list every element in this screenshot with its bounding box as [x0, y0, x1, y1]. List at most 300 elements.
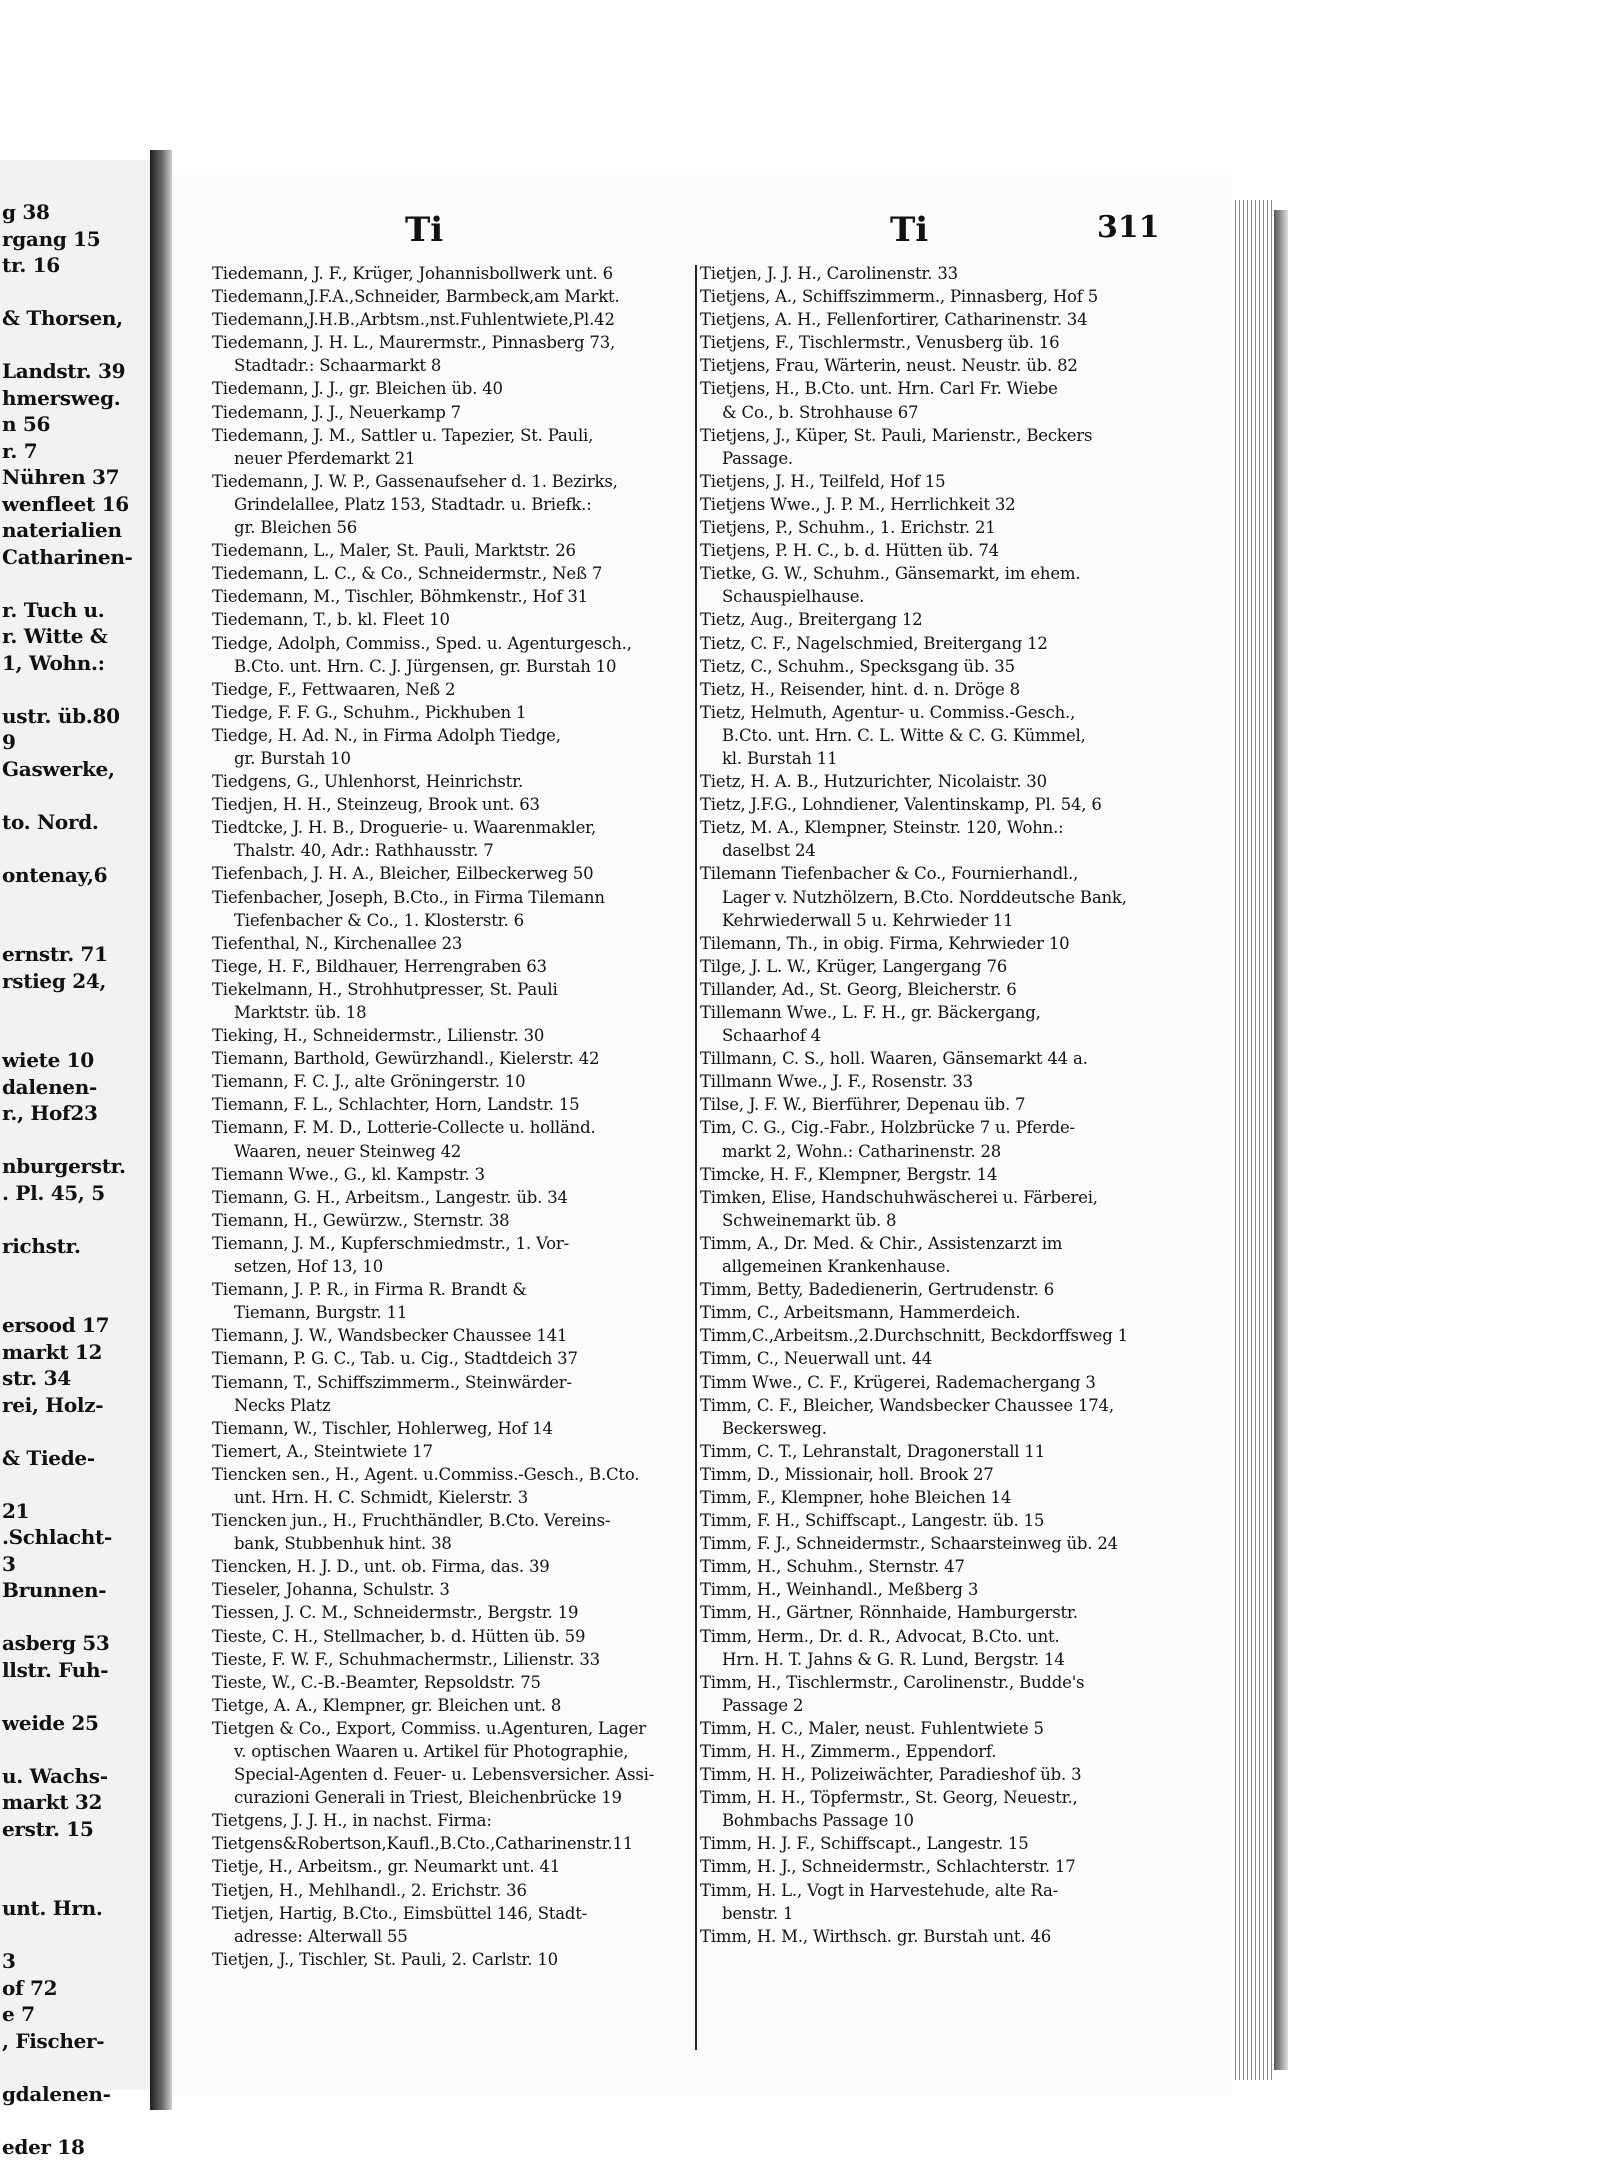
- entry-line: Schweinemarkt üb. 8: [722, 1210, 897, 1230]
- left-page-fragment: to. Nord.: [2, 809, 99, 834]
- entry-line: Timm, H. J. F., Schiffscapt., Langestr. 15: [700, 1834, 1029, 1854]
- entry-line: Tietjens, P., Schuhm., 1. Erichstr. 21: [700, 518, 996, 538]
- entry-line: Tiedemann, J. J., gr. Bleichen üb. 40: [212, 379, 503, 399]
- left-page-fragment: hmersweg.: [2, 385, 121, 410]
- directory-entry: [212, 1324, 692, 1347]
- entry-line: Waaren, neuer Steinweg 42: [234, 1141, 462, 1161]
- left-page-fragment: Landstr. 39: [2, 359, 126, 383]
- entry-line: Tiemann Wwe., G., kl. Kampstr. 3: [212, 1164, 485, 1184]
- left-page-fragment: rgang 15: [2, 226, 101, 251]
- directory-entry: [212, 1232, 692, 1278]
- directory-entry: [700, 1601, 1225, 1624]
- entry-line: Tiemann, J. M., Kupferschmiedmstr., 1. Vor-: [212, 1233, 569, 1253]
- left-page-fragment: & Thorsen,: [2, 306, 123, 330]
- left-page-fragment: , Fischer-: [2, 2028, 105, 2053]
- directory-entry: [700, 1555, 1225, 1578]
- directory-entry: [212, 1832, 692, 1855]
- left-page-fragment: tr. 16: [2, 253, 60, 277]
- directory-entry: [212, 678, 692, 701]
- entry-line: Stadtadr.: Schaarmarkt 8: [234, 356, 442, 376]
- left-page-fragment: . Pl. 45, 5: [2, 1180, 105, 1205]
- entry-line: Tiemann, G. H., Arbeitsm., Langestr. üb. 34: [212, 1187, 568, 1207]
- left-page-fragment: richstr.: [2, 1233, 81, 1258]
- entry-line: Tiedge, F. F. G., Schuhm., Pickhuben 1: [212, 702, 527, 722]
- entry-line: B.Cto. unt. Hrn. C. J. Jürgensen, gr. Burstah 10: [234, 656, 617, 676]
- entry-line: Thalstr. 40, Adr.: Rathhausstr. 7: [234, 841, 494, 861]
- entry-line: Tietjens, A. H., Fellenfortirer, Catharinenstr. 34: [700, 310, 1088, 330]
- directory-entry: [212, 724, 692, 770]
- entry-line: Tiemann, F. L., Schlachter, Horn, Landstr. 15: [212, 1095, 580, 1115]
- directory-entry: [700, 655, 1225, 678]
- directory-entry: [212, 331, 692, 377]
- entry-line: markt 2, Wohn.: Catharinenstr. 28: [722, 1141, 1002, 1161]
- entry-line: Tietjens, H., B.Cto. unt. Hrn. Carl Fr. Wiebe: [700, 379, 1058, 399]
- directory-entry: [212, 470, 692, 539]
- left-page-fragment: Gaswerke,: [2, 756, 115, 781]
- directory-entry: [700, 308, 1225, 331]
- directory-entry: [212, 1948, 692, 1971]
- directory-entry: [700, 793, 1225, 816]
- entry-line: Schaarhof 4: [722, 1026, 821, 1046]
- directory-entry: [212, 585, 692, 608]
- entry-line: Timm, A., Dr. Med. & Chir., Assistenzarzt im: [700, 1233, 1063, 1253]
- entry-line: Timm, H. M., Wirthsch. gr. Burstah unt. 46: [700, 1926, 1052, 1946]
- directory-entry: [212, 1648, 692, 1671]
- directory-entry: [212, 816, 692, 862]
- entry-line: Tillmann, C. S., holl. Waaren, Gänsemarkt 44 a.: [700, 1049, 1088, 1069]
- entry-line: gr. Burstah 10: [234, 748, 351, 768]
- entry-line: B.Cto. unt. Hrn. C. L. Witte & C. G. Kümmel,: [722, 725, 1086, 745]
- directory-entry: [700, 1093, 1225, 1116]
- entry-line: Tietz, J.F.G., Lohndiener, Valentinskamp, Pl. 54, 6: [700, 795, 1102, 815]
- entry-line: Special-Agenten d. Feuer- u. Lebensversicher. Assi-: [234, 1765, 655, 1785]
- entry-line: Kehrwiederwall 5 u. Kehrwieder 11: [722, 910, 1014, 930]
- left-page-fragment: g 38: [2, 200, 50, 224]
- directory-entry: [700, 862, 1225, 931]
- entry-line: Timm, H. H., Töpfermstr., St. Georg, Neuestr.,: [700, 1788, 1078, 1808]
- left-page-fragment: naterialien: [2, 518, 122, 542]
- left-column-header: Ti: [405, 210, 444, 250]
- page-number: 311: [1097, 210, 1160, 245]
- entry-line: curazioni Generali in Triest, Bleichenbrücke 19: [234, 1788, 622, 1808]
- directory-entry: [700, 1832, 1225, 1855]
- directory-entry: [212, 1717, 692, 1809]
- entry-line: Tiedgens, G., Uhlenhorst, Heinrichstr.: [212, 772, 523, 792]
- entry-line: Tiedemann,J.F.A.,Schneider, Barmbeck,am Markt.: [212, 287, 620, 307]
- left-page-fragment: rstieg 24,: [2, 968, 107, 993]
- left-page-fragment: asberg 53: [2, 1631, 110, 1655]
- entry-line: Necks Platz: [234, 1395, 331, 1415]
- left-page-fragment: unt. Hrn.: [2, 1896, 103, 1920]
- directory-entry: [212, 1855, 692, 1878]
- left-page-fragment: r. Tuch u.: [2, 597, 105, 622]
- entry-line: Tiedemann, J. H. L., Maurermstr., Pinnasberg 73,: [212, 333, 616, 353]
- directory-entry: [700, 1232, 1225, 1278]
- left-page-fragment: 1, Wohn.:: [2, 650, 105, 675]
- left-page-fragment: 21: [2, 1498, 30, 1523]
- left-page-fragment: .Schlacht-: [2, 1525, 112, 1549]
- entry-line: Timm, H., Schuhm., Sternstr. 47: [700, 1557, 965, 1577]
- left-page-fragment: wenfleet 16: [2, 491, 129, 516]
- directory-entry: [700, 1301, 1225, 1324]
- right-column: [700, 262, 1225, 1948]
- directory-entry: [212, 701, 692, 724]
- left-page-fragment: r., Hof23: [2, 1101, 98, 1125]
- directory-entry: [700, 493, 1225, 516]
- left-page-fragment: 3: [2, 1551, 16, 1576]
- entry-line: Lager v. Nutzhölzern, B.Cto. Norddeutsche Bank,: [722, 887, 1127, 907]
- entry-line: benstr. 1: [722, 1903, 794, 1923]
- directory-entry: [700, 1186, 1225, 1232]
- directory-entry: [212, 285, 692, 308]
- directory-entry: [700, 1625, 1225, 1671]
- entry-line: Tilse, J. F. W., Bierführer, Depenau üb. 7: [700, 1095, 1026, 1115]
- left-page-fragment: markt 32: [2, 1790, 103, 1814]
- entry-line: daselbst 24: [722, 841, 816, 861]
- entry-line: Tietgen & Co., Export, Commiss. u.Agenturen, Lager: [212, 1718, 646, 1738]
- left-page-fragment: ersood 17: [2, 1313, 110, 1337]
- left-page-fragment: r. Witte &: [2, 624, 108, 648]
- entry-line: Timm, Herm., Dr. d. R., Advocat, B.Cto. unt.: [700, 1626, 1060, 1646]
- entry-line: Tietge, A. A., Klempner, gr. Bleichen unt. 8: [212, 1695, 562, 1715]
- left-page-fragment: ustr. üb.80: [2, 703, 120, 728]
- entry-line: & Co., b. Strohhause 67: [722, 402, 919, 422]
- entry-line: setzen, Hof 13, 10: [234, 1257, 383, 1277]
- directory-entry: [700, 1855, 1225, 1878]
- directory-entry: [212, 1186, 692, 1209]
- directory-entry: [212, 1463, 692, 1509]
- left-page-fragment: & Tiede-: [2, 1445, 95, 1470]
- entry-line: Tiessen, J. C. M., Schneidermstr., Bergstr. 19: [212, 1603, 579, 1623]
- entry-line: Tiefenbacher & Co., 1. Klosterstr. 6: [234, 910, 524, 930]
- entry-line: Tiencken sen., H., Agent. u.Commiss.-Gesch., B.Cto.: [212, 1464, 640, 1484]
- entry-line: Schauspielhause.: [722, 587, 865, 607]
- directory-entry: [212, 978, 692, 1024]
- entry-line: Tiedge, Adolph, Commiss., Sped. u. Agenturgesch.,: [212, 633, 632, 653]
- directory-entry: [700, 1001, 1225, 1047]
- directory-entry: [212, 1809, 692, 1832]
- entry-line: Tiefenbacher, Joseph, B.Cto., in Firma Tilemann: [212, 887, 605, 907]
- entry-line: Timm, H. C., Maler, neust. Fuhlentwiete 5: [700, 1718, 1044, 1738]
- entry-line: Grindelallee, Platz 153, Stadtadr. u. Briefk.:: [234, 494, 592, 514]
- directory-entry: [700, 1578, 1225, 1601]
- entry-line: Tiemert, A., Steintwiete 17: [212, 1441, 433, 1461]
- entry-line: v. optischen Waaren u. Artikel für Photographie,: [234, 1742, 629, 1761]
- left-page-fragment: Brunnen-: [2, 1578, 107, 1602]
- entry-line: Tiencken, H. J. D., unt. ob. Firma, das. 39: [212, 1557, 550, 1577]
- entry-line: Timm, C., Arbeitsmann, Hammerdeich.: [700, 1303, 1021, 1323]
- entry-line: Tietjen, H., Mehlhandl., 2. Erichstr. 36: [212, 1880, 527, 1900]
- directory-entry: [212, 1163, 692, 1186]
- entry-line: Tieste, C. H., Stellmacher, b. d. Hütten üb. 59: [212, 1626, 586, 1646]
- entry-line: Timm, H., Gärtner, Rönnhaide, Hamburgerstr.: [700, 1603, 1078, 1623]
- directory-entry: [700, 1532, 1225, 1555]
- entry-line: Timm, F. J., Schneidermstr., Schaarsteinweg üb. 24: [700, 1534, 1118, 1554]
- entry-line: Hrn. H. T. Jahns & G. R. Lund, Bergstr. 14: [722, 1649, 1065, 1669]
- directory-entry: [212, 401, 692, 424]
- entry-line: Tiedemann, J. M., Sattler u. Tapezier, St. Pauli,: [212, 425, 594, 445]
- entry-line: Tietjen, Hartig, B.Cto., Eimsbüttel 146, Stadt-: [212, 1903, 588, 1923]
- entry-line: Tietz, Helmuth, Agentur- u. Commiss.-Gesch.,: [700, 702, 1076, 722]
- entry-line: Timm, H. H., Polizeiwächter, Paradieshof üb. 3: [700, 1765, 1082, 1785]
- directory-entry: [700, 1763, 1225, 1786]
- directory-entry: [700, 1740, 1225, 1763]
- directory-entry: [212, 1116, 692, 1162]
- entry-line: Tieste, W., C.-B.-Beamter, Repsoldstr. 75: [212, 1672, 541, 1692]
- directory-entry: [700, 632, 1225, 655]
- left-page-fragment: dalenen-: [2, 1074, 97, 1099]
- left-page-fragment: markt 12: [2, 1339, 103, 1364]
- entry-line: kl. Burstah 11: [722, 748, 838, 768]
- entry-line: Tietjens, J., Küper, St. Pauli, Marienstr., Beckers: [700, 425, 1093, 445]
- right-column-header: Ti: [890, 210, 929, 250]
- directory-entry: [700, 978, 1225, 1001]
- entry-line: Tietgens, J. J. H., in nachst. Firma:: [212, 1811, 492, 1831]
- left-page-fragment: rei, Holz-: [2, 1392, 104, 1417]
- entry-line: Tietz, Aug., Breitergang 12: [700, 610, 923, 630]
- entry-line: Tiedemann, J. J., Neuerkamp 7: [212, 402, 461, 422]
- directory-entry: [212, 1578, 692, 1601]
- left-page-fragment: n 56: [2, 412, 51, 436]
- entry-line: Tietjens, Frau, Wärterin, neust. Neustr. üb. 82: [700, 356, 1078, 376]
- directory-entry: [700, 562, 1225, 608]
- directory-entry: [700, 608, 1225, 631]
- directory-entry: [212, 1902, 692, 1948]
- directory-entry: [212, 1601, 692, 1624]
- left-page-fragment: wiete 10: [2, 1048, 94, 1072]
- left-page-fragment: gdalenen-: [2, 2081, 111, 2106]
- entry-line: Tietjens, P. H. C., b. d. Hütten üb. 74: [700, 541, 999, 561]
- directory-entry: [212, 862, 692, 885]
- directory-entry: [700, 770, 1225, 793]
- entry-line: Timm, F., Klempner, hohe Bleichen 14: [700, 1487, 1012, 1507]
- entry-line: Tietz, M. A., Klempner, Steinstr. 120, Wohn.:: [700, 818, 1064, 838]
- entry-line: Bohmbachs Passage 10: [722, 1811, 914, 1831]
- entry-line: Tiemann, J. P. R., in Firma R. Brandt &: [212, 1280, 527, 1300]
- directory-entry: [212, 793, 692, 816]
- directory-entry: [212, 1417, 692, 1440]
- entry-line: neuer Pferdemarkt 21: [234, 448, 416, 468]
- entry-line: Tietgens&Robertson,Kaufl.,B.Cto.,Catharinenstr.11: [212, 1834, 634, 1854]
- directory-entry: [700, 1879, 1225, 1925]
- entry-line: Passage.: [722, 448, 793, 468]
- directory-entry: [212, 262, 692, 285]
- entry-line: Tietje, H., Arbeitsm., gr. Neumarkt unt. 41: [212, 1857, 561, 1877]
- directory-entry: [212, 608, 692, 631]
- directory-entry: [212, 1347, 692, 1370]
- directory-entry: [700, 1671, 1225, 1717]
- adjacent-left-page: [0, 160, 150, 2159]
- left-page-fragment: ontenay,6: [2, 862, 108, 887]
- left-page-fragment: nburgerstr.: [2, 1154, 126, 1178]
- entry-line: Tiefenbach, J. H. A., Bleicher, Eilbeckerweg 50: [212, 864, 594, 884]
- entry-line: Beckersweg.: [722, 1418, 827, 1438]
- directory-entry: [700, 701, 1225, 770]
- entry-line: Timm, H. L., Vogt in Harvestehude, alte Ra-: [700, 1880, 1059, 1900]
- directory-entry: [212, 1555, 692, 1578]
- entry-line: Tiemann, F. M. D., Lotterie-Collecte u. holländ.: [212, 1118, 596, 1138]
- entry-line: Timm, C. T., Lehranstalt, Dragonerstall 11: [700, 1441, 1045, 1461]
- entry-line: Tiemann, Barthold, Gewürzhandl., Kielerstr. 42: [212, 1049, 600, 1069]
- entry-line: Tieste, F. W. F., Schuhmachermstr., Lilienstr. 33: [212, 1649, 600, 1669]
- left-page-fragment: str. 34: [2, 1366, 71, 1390]
- left-page-fragment: eder 18: [2, 2134, 85, 2159]
- left-page-fragment: of 72: [2, 1975, 58, 2000]
- entry-line: Tiedge, F., Fettwaaren, Neß 2: [212, 679, 456, 699]
- entry-line: Tieseler, Johanna, Schulstr. 3: [212, 1580, 450, 1600]
- directory-entry: [700, 932, 1225, 955]
- directory-entry: [212, 1070, 692, 1093]
- entry-line: Tim, C. G., Cig.-Fabr., Holzbrücke 7 u. Pferde-: [700, 1118, 1075, 1138]
- entry-line: Timm, H. H., Zimmerm., Eppendorf.: [700, 1742, 997, 1761]
- directory-entry: [212, 1671, 692, 1694]
- entry-line: bank, Stubbenhuk hint. 38: [234, 1534, 452, 1554]
- directory-entry: [700, 1278, 1225, 1301]
- entry-line: Tillander, Ad., St. Georg, Bleicherstr. 6: [700, 979, 1017, 999]
- left-page-fragment: erstr. 15: [2, 1816, 94, 1841]
- entry-line: Tiefenthal, N., Kirchenallee 23: [212, 933, 463, 953]
- left-page-fragment: llstr. Fuh-: [2, 1657, 109, 1682]
- directory-entry: [212, 1093, 692, 1116]
- entry-line: Tiedge, H. Ad. N., in Firma Adolph Tiedge,: [212, 725, 561, 745]
- entry-line: Timm, C., Neuerwall unt. 44: [700, 1349, 933, 1369]
- directory-entry: [212, 932, 692, 955]
- directory-entry: [700, 285, 1225, 308]
- entry-line: Tietjens, F., Tischlermstr., Venusberg üb. 16: [700, 333, 1060, 353]
- entry-line: Tiedemann, L., Maler, St. Pauli, Marktstr. 26: [212, 541, 576, 561]
- directory-entry: [700, 354, 1225, 377]
- directory-entry: [700, 516, 1225, 539]
- left-page-fragment: r. 7: [2, 438, 38, 463]
- directory-entry: [212, 1694, 692, 1717]
- directory-entry: [700, 1070, 1225, 1093]
- entry-line: Tietz, H. A. B., Hutzurichter, Nicolaistr. 30: [700, 772, 1047, 792]
- directory-entry: [700, 424, 1225, 470]
- entry-line: Timm, H., Tischlermstr., Carolinenstr., Budde's: [700, 1672, 1085, 1692]
- entry-line: Tiedemann,J.H.B.,Arbtsm.,nst.Fuhlentwiete,Pl.42: [212, 310, 615, 330]
- entry-line: Tiemann, J. W., Wandsbecker Chaussee 141: [212, 1326, 568, 1346]
- entry-line: Tiemann, W., Tischler, Hohlerweg, Hof 14: [212, 1418, 553, 1438]
- directory-entry: [212, 1625, 692, 1648]
- entry-line: Tiedemann, M., Tischler, Böhmkenstr., Hof 31: [212, 587, 588, 607]
- entry-line: Tiedtcke, J. H. B., Droguerie- u. Waarenmakler,: [212, 818, 597, 838]
- entry-line: Tilemann Tiefenbacher & Co., Fournierhandl.,: [700, 864, 1079, 884]
- directory-entry: [212, 770, 692, 793]
- entry-line: Tiemann, P. G. C., Tab. u. Cig., Stadtdeich 37: [212, 1349, 578, 1369]
- directory-entry: [700, 1440, 1225, 1463]
- book-gutter: [150, 150, 172, 2110]
- directory-entry: [700, 678, 1225, 701]
- entry-line: Tiemann, Burgstr. 11: [234, 1303, 408, 1323]
- entry-line: Tilemann, Th., in obig. Firma, Kehrwieder 10: [700, 933, 1070, 953]
- entry-line: Tilge, J. L. W., Krüger, Langergang 76: [700, 956, 1008, 976]
- directory-entry: [212, 1440, 692, 1463]
- left-page-fragment: e 7: [2, 2002, 35, 2026]
- entry-line: Timm, H., Weinhandl., Meßberg 3: [700, 1580, 979, 1600]
- directory-entry: [700, 377, 1225, 423]
- entry-line: Timm Wwe., C. F., Krügerei, Rademachergang 3: [700, 1372, 1096, 1392]
- directory-entry: [700, 331, 1225, 354]
- left-page-fragment: ernstr. 71: [2, 942, 108, 966]
- directory-entry: [212, 1209, 692, 1232]
- entry-line: Tiemann, H., Gewürzw., Sternstr. 38: [212, 1210, 510, 1230]
- directory-entry: [212, 886, 692, 932]
- directory-entry: [212, 1509, 692, 1555]
- entry-line: gr. Bleichen 56: [234, 518, 358, 538]
- directory-entry: [700, 1324, 1225, 1347]
- directory-entry: [212, 1024, 692, 1047]
- directory-entry: [212, 424, 692, 470]
- entry-line: Tietz, C., Schuhm., Specksgang üb. 35: [700, 656, 1015, 676]
- entry-line: Tieking, H., Schneidermstr., Lilienstr. 30: [212, 1026, 545, 1046]
- directory-entry: [700, 1509, 1225, 1532]
- directory-entry: [700, 1163, 1225, 1186]
- directory-entry: [700, 470, 1225, 493]
- entry-line: Tillemann Wwe., L. F. H., gr. Bäckergang,: [700, 1003, 1041, 1022]
- entry-line: Tietjens, J. H., Teilfeld, Hof 15: [700, 471, 946, 491]
- directory-entry: [700, 262, 1225, 285]
- directory-entry: [700, 1786, 1225, 1832]
- directory-entry: [700, 1116, 1225, 1162]
- entry-line: Tietz, H., Reisender, hint. d. n. Dröge 8: [700, 679, 1020, 699]
- left-page-fragment: Catharinen-: [2, 544, 133, 569]
- directory-entry: [700, 1925, 1225, 1948]
- page-edges: [1232, 200, 1274, 2080]
- entry-line: adresse: Alterwall 55: [234, 1926, 408, 1946]
- left-page-fragment: Nühren 37: [2, 465, 120, 489]
- directory-entry: [700, 1347, 1225, 1370]
- entry-line: Tietjens Wwe., J. P. M., Herrlichkeit 32: [700, 494, 1016, 514]
- left-page-fragment: 3: [2, 1949, 16, 1973]
- directory-entry: [700, 816, 1225, 862]
- entry-line: Tiemann, T., Schiffszimmerm., Steinwärder-: [212, 1372, 572, 1392]
- left-column: [212, 262, 692, 1971]
- directory-entry: [212, 1879, 692, 1902]
- directory-entry: [212, 1047, 692, 1070]
- entry-line: Tiege, H. F., Bildhauer, Herrengraben 63: [212, 956, 547, 976]
- entry-line: Timm, Betty, Badedienerin, Gertrudenstr. 6: [700, 1280, 1055, 1300]
- entry-line: Tietz, C. F., Nagelschmied, Breitergang 12: [700, 633, 1048, 653]
- entry-line: Tietjens, A., Schiffszimmerm., Pinnasberg, Hof 5: [700, 287, 1098, 307]
- entry-line: Timm,C.,Arbeitsm.,2.Durchschnitt, Beckdorffsweg 1: [700, 1326, 1128, 1346]
- entry-line: Marktstr. üb. 18: [234, 1003, 367, 1022]
- directory-entry: [700, 1371, 1225, 1394]
- entry-line: Tietjen, J. J. H., Carolinenstr. 33: [700, 264, 958, 283]
- entry-line: Tietke, G. W., Schuhm., Gänsemarkt, im ehem.: [700, 564, 1081, 584]
- directory-entry: [700, 539, 1225, 562]
- entry-line: Passage 2: [722, 1695, 804, 1715]
- left-page-fragment: u. Wachs-: [2, 1763, 108, 1788]
- entry-line: Tiedjen, H. H., Steinzeug, Brook unt. 63: [212, 795, 540, 815]
- directory-entry: [212, 539, 692, 562]
- entry-line: allgemeinen Krankenhause.: [722, 1257, 951, 1277]
- entry-line: Tillmann Wwe., J. F., Rosenstr. 33: [700, 1072, 973, 1092]
- directory-entry: [212, 1278, 692, 1324]
- entry-line: unt. Hrn. H. C. Schmidt, Kielerstr. 3: [234, 1487, 529, 1507]
- directory-entry: [212, 632, 692, 678]
- entry-line: Tiekelmann, H., Strohhutpresser, St. Pauli: [212, 979, 558, 999]
- page-edge-shadow: [1274, 210, 1288, 2070]
- directory-entry: [212, 562, 692, 585]
- directory-entry: [700, 1463, 1225, 1486]
- directory-entry: [212, 1371, 692, 1417]
- entry-line: Timm, F. H., Schiffscapt., Langestr. üb. 15: [700, 1511, 1045, 1531]
- entry-line: Timcke, H. F., Klempner, Bergstr. 14: [700, 1164, 998, 1184]
- directory-entry: [700, 1394, 1225, 1440]
- directory-entry: [212, 955, 692, 978]
- directory-entry: [212, 377, 692, 400]
- column-divider: [695, 265, 697, 2050]
